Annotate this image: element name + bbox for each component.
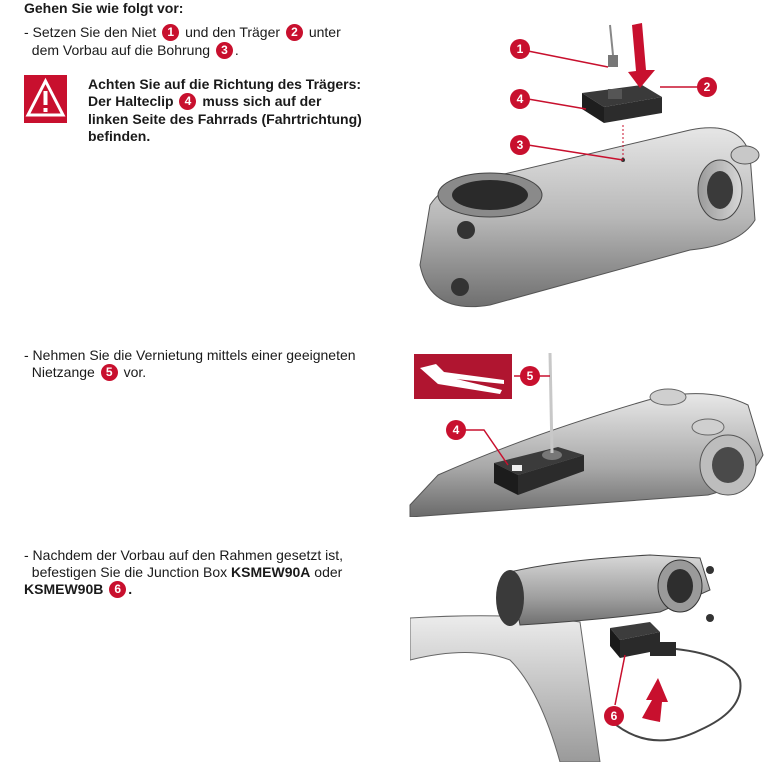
fig3-callout-6: 6 bbox=[610, 709, 618, 723]
callout-badge-5: 5 bbox=[101, 364, 118, 381]
fig1-callout-1: 1 bbox=[516, 42, 524, 56]
warning-line2b: muss sich auf der bbox=[202, 93, 322, 109]
frame-junction-box-illustration bbox=[410, 550, 770, 762]
fig1-callout-2: 2 bbox=[703, 80, 711, 94]
step1-prefix: - Setzen Sie den Niet bbox=[24, 24, 157, 40]
model-b: KSMEW90B bbox=[24, 581, 104, 597]
warning-line1: Achten Sie auf die Richtung des Trägers: bbox=[88, 76, 362, 92]
warning-line2a: Der Halteclip bbox=[88, 93, 174, 109]
step3-line2a: befestigen Sie die Junction Box bbox=[31, 564, 228, 580]
warning-text bbox=[88, 76, 362, 145]
intro-heading: Gehen Sie wie folgt vor: bbox=[24, 0, 184, 16]
callout-badge-6: 6 bbox=[109, 581, 126, 598]
callout-badge-4: 4 bbox=[179, 93, 196, 110]
step3-line2b: oder bbox=[314, 564, 343, 580]
fig1-callout-3: 3 bbox=[516, 138, 524, 152]
model-a: KSMEW90A bbox=[231, 564, 311, 580]
step3-line1: - Nachdem der Vorbau auf den Rahmen gesetzt ist, bbox=[24, 547, 344, 563]
stem-rivet-illustration bbox=[410, 15, 770, 315]
step1-end: . bbox=[234, 41, 239, 58]
step1-line2: dem Vorbau auf die Bohrung bbox=[31, 41, 211, 58]
bracket-part bbox=[582, 85, 662, 123]
callout-badge-3: 3 bbox=[216, 42, 233, 59]
step3-text bbox=[24, 547, 343, 599]
warning-line4: befinden. bbox=[88, 127, 151, 144]
warning-triangle-icon bbox=[24, 75, 67, 123]
step1-mid2: unter bbox=[308, 24, 341, 40]
step1-text bbox=[24, 24, 341, 60]
step3-end: . bbox=[128, 581, 133, 597]
step2-line2b: vor. bbox=[123, 364, 147, 380]
step1-mid1: und den Träger bbox=[185, 24, 281, 40]
callout-badge-1: 1 bbox=[162, 24, 179, 41]
warning-line3: linken Seite des Fahrrads (Fahrtrichtung) bbox=[88, 110, 362, 127]
step2-text bbox=[24, 347, 356, 382]
callout-badge-2: 2 bbox=[286, 24, 303, 41]
fig2-callout-4: 4 bbox=[452, 423, 460, 437]
step2-line1: - Nehmen Sie die Vernietung mittels einer geeigneten bbox=[24, 347, 356, 363]
step2-line2a: Nietzange bbox=[31, 364, 95, 380]
fig1-callout-4: 4 bbox=[516, 92, 524, 106]
riveting-illustration bbox=[408, 345, 770, 517]
fig2-callout-5: 5 bbox=[526, 369, 534, 383]
